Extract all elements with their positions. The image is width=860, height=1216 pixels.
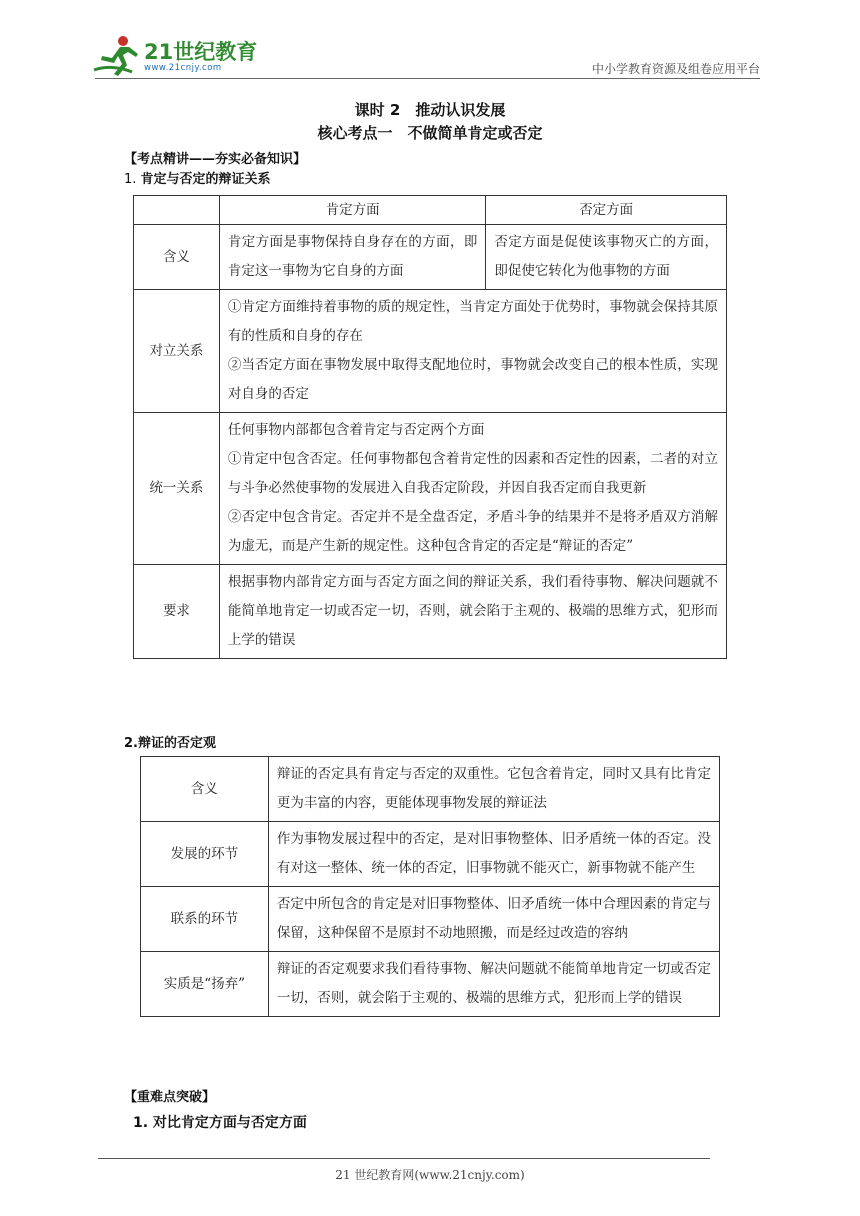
site-logo [92,34,262,78]
dialectical-negation-table [140,756,720,1017]
table-row [141,822,720,887]
cell-line: ②否定中包含肯定。否定并不是全盘否定，矛盾斗争的结果并不是将矛盾双方消解为虚无，而是产生新的规定性。这种包含肯定的否定是“辩证的否定” [227,509,718,554]
cell-line: ②当否定方面在事物发展中取得支配地位时，事物就会改变自己的根本性质，实现对自身的否定 [227,357,718,402]
column-header-affirm: 肯定方面 [219,196,486,225]
requirement-cell [219,565,726,659]
table-row [134,290,727,413]
row-label: 统一关系 [134,413,220,565]
affirm-negate-table [133,195,727,659]
row-label: 含义 [134,225,220,290]
table-row [141,887,720,952]
column-header-negate: 否定方面 [486,196,727,225]
corner-cell [134,196,220,225]
row-label: 联系的环节 [141,887,269,952]
cell-line: 任何事物内部都包含着肯定与否定两个方面 [227,422,485,438]
table-row [134,565,727,659]
core-point-title: 核心考点一 不做简单肯定或否定 [317,124,543,142]
header-divider [95,78,760,79]
table-header-row [134,196,727,225]
item-title: 肯定与否定的辩证关系 [140,172,271,187]
cell-line: ①肯定中包含否定。任何事物都包含着肯定性的因素和否定性的因素，二者的对立与斗争必然使事物的发展进入自我否定阶段，并因自我否定而自我更新 [227,451,718,496]
section-heading-key-points: 【考点精讲——夯实必备知识】 [124,152,307,167]
lesson-title: 课时 2 推动认识发展 [354,101,506,119]
cell-line: 根据事物内部肯定方面与否定方面之间的辩证关系，我们看待事物、解决问题就不能简单地肯定一切或否定一切，否则，就会陷于主观的、极端的思维方式，犯形而上学的错误 [227,574,718,648]
header-tagline: 中小学教育资源及组卷应用平台 [591,62,760,76]
row-label: 要求 [134,565,220,659]
item-heading-1 [124,168,271,187]
row-text: 辩证的否定观要求我们看待事物、解决问题就不能简单地肯定一切或否定一切，否则，就会陷于主观的、极端的思维方式，犯形而上学的错误 [268,952,719,1017]
table-row [134,225,727,290]
footer-divider [98,1158,710,1159]
table-row [141,757,720,822]
row-label: 对立关系 [134,290,220,413]
opposition-cell [219,290,726,413]
table-row [134,413,727,565]
logo-url: www.21cnjy.com [144,63,222,73]
row-text: 作为事物发展过程中的否定，是对旧事物整体、旧矛盾统一体的否定。没有对这一整体、统一体的否定，旧事物就不能灭亡，新事物就不能产生 [268,822,719,887]
item-heading-compare: 1. 对比肯定方面与否定方面 [133,1115,307,1131]
section-heading-difficulties: 【重难点突破】 [124,1090,216,1105]
footer-text: 21 世纪教育网(www.21cnjy.com) [335,1168,525,1182]
row-text: 辩证的否定具有肯定与否定的双重性。它包含着肯定，同时又具有比肯定更为丰富的内容，更能体现事物发展的辩证法 [268,757,719,822]
table-row [141,952,720,1017]
affirm-meaning-cell: 肯定方面是事物保持自身存在的方面，即肯定这一事物为它自身的方面 [219,225,486,290]
item-number: 1. [124,172,137,187]
unity-cell [219,413,726,565]
logo-wordmark: 21世纪教育 [144,40,258,64]
row-text: 否定中所包含的肯定是对旧事物整体、旧矛盾统一体中合理因素的肯定与保留，这种保留不是原封不动地照搬，而是经过改造的容纳 [268,887,719,952]
item-heading-2: 2.辩证的否定观 [124,736,216,751]
row-label: 发展的环节 [141,822,269,887]
row-label: 实质是“扬弃” [141,952,269,1017]
cell-line: ①肯定方面维持着事物的质的规定性，当肯定方面处于优势时，事物就会保持其原有的性质和自身的存在 [227,299,718,344]
negate-meaning-cell: 否定方面是促使该事物灭亡的方面，即促使它转化为他事物的方面 [486,225,727,290]
runner-logo-icon [92,34,142,78]
row-label: 含义 [141,757,269,822]
